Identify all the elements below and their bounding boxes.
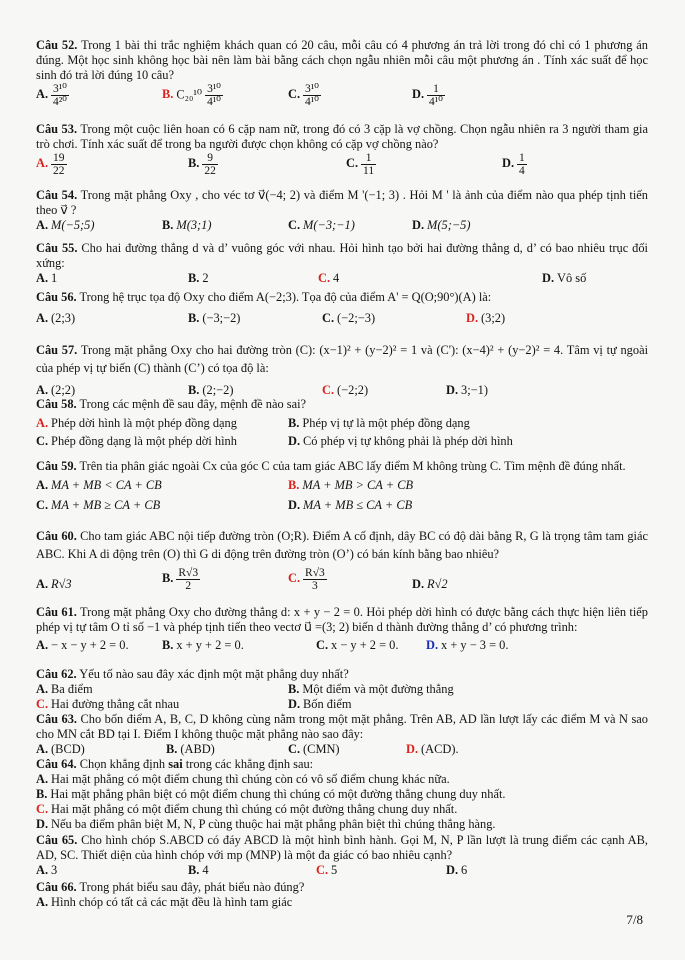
q64-option-d[interactable]: D. Nếu ba điểm phân biệt M, N, P cùng thuộc hai mặt phẳng phân biệt thì chúng thẳng hàng. bbox=[36, 817, 496, 831]
question-57: Câu 57. Trong mặt phẳng Oxy cho hai đường tròn (C): (x−1)² + (y−2)² = 1 và (C'): (x−4)² + (y−2)² = 4. Tâm vị tự ngoài của phép vị tự biến (C) thành (C’) có tọa độ là: A. (2;2) B. (2;−2) C. (−2;2) D. 3;−1) bbox=[36, 343, 649, 397]
page-number: 7/8 bbox=[626, 912, 643, 927]
q59-option-a[interactable]: A. MA + MB < CA + CB bbox=[36, 478, 162, 492]
q60-option-d[interactable]: D. R√2 bbox=[412, 577, 448, 591]
q55-option-a[interactable]: A. 1 bbox=[36, 271, 58, 285]
question-63: Câu 63. Cho bốn điểm A, B, C, D không cùng nằm trong một mặt phẳng. Trên AB, AD lần lượt lấy các điểm M và N sao cho MN cắt BD tại I. Điểm I không thuộc mặt phẳng nào sao đây: A. (BCD) B. (ABD) C. (CMN) D. (ACD). bbox=[36, 712, 648, 756]
q65-option-c[interactable]: C. 5 bbox=[316, 863, 338, 877]
q60-option-a[interactable]: A. R√3 bbox=[36, 577, 72, 591]
q64-option-c[interactable]: C. Hai mặt phẳng có một điểm chung thì chúng có một đường thẳng chung duy nhất. bbox=[36, 802, 458, 816]
q66-option-a[interactable]: A. Hình chóp có tất cả các mặt đều là hình tam giác bbox=[36, 895, 293, 909]
question-61: Câu 61. Trong mặt phẳng Oxy cho đường thẳng d: x + y − 2 = 0. Hỏi phép dời hình có được bằng cách thực hiện liên tiếp phép vị tự tâm O tỉ số −1 và phép tịnh tiến theo vectơ u⃗ =(3; 2) biến d thành đường thẳng d’ có phương trình: A. − x − y + 2 = 0. B. x + y + 2 = 0. C. x − y + 2 = 0. D. x + y − 3 = 0. bbox=[36, 605, 649, 652]
q52-option-b[interactable]: B. C₂₀¹⁰ $\frac{\text{3¹⁰}}{\text{4¹⁰}}$ bbox=[162, 83, 221, 108]
question-52: Câu 52. Trong 1 bài thi trắc nghiệm khách quan có 20 câu, mỗi câu có 4 phương án trả lời trong đó chỉ có 1 phương án đúng. Một học sinh không học bài nên làm bài bằng cách chọn ngẫu nhiên mỗi câu một phương án . Tính xác suất để học sinh đó trả lời đúng 10 câu? A. $\frac{\text{3¹⁰}}{\text{4²⁰}}$ B. C₂₀¹⁰ $\frac{\text{3¹⁰}}{\text{4¹⁰}}$ C. $\frac{\text{3¹⁰}}{\text{4¹⁰}}$ D. $\frac{1}{\text{4¹⁰}}$ bbox=[36, 38, 648, 108]
q53-option-d[interactable]: D. $\frac{1}{4}$ bbox=[502, 152, 525, 177]
q62-option-d[interactable]: D. Bốn điểm bbox=[288, 697, 352, 711]
q58-option-a[interactable]: A. Phép dời hình là một phép đồng dạng bbox=[36, 416, 237, 430]
q56-option-b[interactable]: B. (−3;−2) bbox=[188, 311, 241, 325]
question-53: Câu 53. Trong một cuộc liên hoan có 6 cặp nam nữ, trong đó có 3 cặp là vợ chồng. Chọn ngẫu nhiên ra 3 người tham gia trò chơi. Tính xác suất để trong ba người được chọn không có cặp vợ chồng nào? A. $\frac{19}{22}$ B. $\frac{9}{22}$ C. $\frac{1}{11}$ D. $\frac{1}{4}$ bbox=[36, 122, 649, 177]
question-64: Câu 64. Chọn khẳng định sai trong các khẳng định sau: A. Hai mặt phẳng có một điểm chung thì chúng còn có vô số điểm chung khác nữa. B. Hai mặt phẳng phân biệt có một điểm chung thì chúng có một đường thẳng chung duy nhất. C. Hai mặt phẳng có một điểm chung thì chúng có một đường thẳng chung duy nhất. D. Nếu ba điểm phân biệt M, N, P cùng thuộc hai mặt phẳng phân biệt thì chúng thẳng hàng. bbox=[36, 757, 648, 832]
q59-option-b[interactable]: B. MA + MB > CA + CB bbox=[288, 478, 414, 492]
q61-option-d[interactable]: D. x + y − 3 = 0. bbox=[426, 638, 509, 652]
question-56: Câu 56. Trong hệ trục tọa độ Oxy cho điểm A(−2;3). Tọa độ của điểm A' = Q(O;90°)(A) là: A. (2;3) B. (−3;−2) C. (−2;−3) D. (3;2) bbox=[36, 290, 506, 325]
q54-option-a[interactable]: A. M(−5;5) bbox=[36, 218, 95, 232]
q62-option-a[interactable]: A. Ba điểm bbox=[36, 682, 93, 696]
q55-option-b[interactable]: B. 2 bbox=[188, 271, 209, 285]
q62-option-c[interactable]: C. Hai đường thẳng cắt nhau bbox=[36, 697, 180, 711]
question-58: Câu 58. Trong các mệnh đề sau đây, mệnh đề nào sai? A. Phép dời hình là một phép đồng dạng B. Phép vị tự là một phép đồng dạng C. Phép đồng dạng là một phép dời hình D. Có phép vị tự không phải là phép dời hình bbox=[36, 397, 513, 448]
q57-option-d[interactable]: D. 3;−1) bbox=[446, 383, 488, 397]
question-66: Câu 66. Trong phát biểu sau đây, phát biểu nào đúng? A. Hình chóp có tất cả các mặt đều là hình tam giác bbox=[36, 880, 648, 910]
q64-option-b[interactable]: B. Hai mặt phẳng phân biệt có một điểm chung thì chúng có một đường thẳng chung duy nhất. bbox=[36, 787, 506, 801]
q56-option-a[interactable]: A. (2;3) bbox=[36, 311, 76, 325]
q65-option-b[interactable]: B. 4 bbox=[188, 863, 209, 877]
q58-option-c[interactable]: C. Phép đồng dạng là một phép dời hình bbox=[36, 434, 237, 448]
q65-option-a[interactable]: A. 3 bbox=[36, 863, 58, 877]
q61-option-a[interactable]: A. − x − y + 2 = 0. bbox=[36, 638, 129, 652]
q59-option-d[interactable]: D. MA + MB ≤ CA + CB bbox=[288, 498, 413, 512]
q53-option-a[interactable]: A. $\frac{19}{22}$ bbox=[36, 152, 65, 177]
q56-option-c[interactable]: C. (−2;−3) bbox=[322, 311, 376, 325]
q60-option-b[interactable]: B. $\frac{R√3}{2}$ bbox=[162, 567, 199, 592]
q63-option-b[interactable]: B. (ABD) bbox=[166, 742, 215, 756]
q55-option-d[interactable]: D. Vô số bbox=[542, 271, 587, 285]
q57-option-b[interactable]: B. (2;−2) bbox=[188, 383, 234, 397]
q59-option-c[interactable]: C. MA + MB ≥ CA + CB bbox=[36, 498, 161, 512]
q61-option-b[interactable]: B. x + y + 2 = 0. bbox=[162, 638, 244, 652]
q61-option-c[interactable]: C. x − y + 2 = 0. bbox=[316, 638, 399, 652]
question-62: Câu 62. Yếu tố nào sau đây xác định một mặt phẳng duy nhất? A. Ba điểm B. Một điểm và một đường thẳng C. Hai đường thẳng cắt nhau D. Bốn điểm bbox=[36, 667, 454, 711]
question-54: Câu 54. Trong mặt phẳng Oxy , cho véc tơ v⃗(−4; 2) và điểm M '(−1; 3) . Hỏi M ' là ảnh của điểm nào qua phép tịnh tiến theo v⃗ ? A. M(−5;5) B. M(3;1) C. M(−3;−1) D. M(5;−5) bbox=[36, 188, 649, 232]
q54-option-c[interactable]: C. M(−3;−1) bbox=[288, 218, 355, 232]
q54-option-b[interactable]: B. M(3;1) bbox=[162, 218, 212, 232]
q55-option-c[interactable]: C. 4 bbox=[318, 271, 340, 285]
q63-option-d[interactable]: D. (ACD). bbox=[406, 742, 459, 756]
q62-option-b[interactable]: B. Một điểm và một đường thẳng bbox=[288, 682, 454, 696]
q60-option-c[interactable]: C. $\frac{R√3}{3}$ bbox=[288, 567, 325, 592]
q52-option-d[interactable]: D. $\frac{1}{\text{4¹⁰}}$ bbox=[412, 83, 443, 108]
question-65: Câu 65. Cho hình chóp S.ABCD có đáy ABCD là một hình bình hành. Gọi M, N, P lần lượt là trung điểm các cạnh AB, AD, SC. Thiết diện của hình chóp với mp (MNP) là một đa giác có bao nhiêu cạnh? A. 3 B. 4 C. 5 D. 6 bbox=[36, 833, 648, 877]
q65-option-d[interactable]: D. 6 bbox=[446, 863, 468, 877]
q52-option-a[interactable]: A. $\frac{\text{3¹⁰}}{\text{4²⁰}}$ bbox=[36, 83, 67, 108]
question-55: Câu 55. Cho hai đường thẳng d và d’ vuông góc với nhau. Hỏi hình tạo bởi hai đường thẳng d, d’ có bao nhiêu trục đối xứng: A. 1 B. 2 C. 4 D. Vô số bbox=[36, 241, 648, 285]
question-59: Câu 59. Trên tia phân giác ngoài Cx của góc C của tam giác ABC lấy điểm M không trùng C. Tìm mệnh đề đúng nhất. A. MA + MB < CA + CB B. MA + MB > CA + CB C. MA + MB ≥ CA + CB D. MA + MB ≤ CA + CB bbox=[36, 459, 626, 512]
q53-option-c[interactable]: C. $\frac{1}{11}$ bbox=[346, 152, 375, 177]
q56-option-d[interactable]: D. (3;2) bbox=[466, 311, 506, 325]
q58-option-b[interactable]: B. Phép vị tự là một phép đồng dạng bbox=[288, 416, 470, 430]
q58-option-d[interactable]: D. Có phép vị tự không phải là phép dời hình bbox=[288, 434, 513, 448]
q54-option-d[interactable]: D. M(5;−5) bbox=[412, 218, 471, 232]
q63-option-c[interactable]: C. (CMN) bbox=[288, 742, 340, 756]
q57-option-c[interactable]: C. (−2;2) bbox=[322, 383, 369, 397]
q53-option-b[interactable]: B. $\frac{9}{22}$ bbox=[188, 152, 216, 177]
q63-option-a[interactable]: A. (BCD) bbox=[36, 742, 85, 756]
q52-option-c[interactable]: C. $\frac{\text{3¹⁰}}{\text{4¹⁰}}$ bbox=[288, 83, 319, 108]
question-60: Câu 60. Cho tam giác ABC nội tiếp đường tròn (O;R). Điểm A cố định, dây BC có độ dài bằng R, G là trọng tâm tam giác ABC. Khi A di động trên (O) thì G di động trên đường tròn (O’) có bán kính bằng bao nhiêu? A. R√3 B. $\frac{R√3}{2}$ C. $\frac{R√3}{3}$ D. R√2 bbox=[36, 529, 648, 592]
q57-option-a[interactable]: A. (2;2) bbox=[36, 383, 76, 397]
q64-option-a[interactable]: A. Hai mặt phẳng có một điểm chung thì chúng còn có vô số điểm chung khác nữa. bbox=[36, 772, 450, 786]
